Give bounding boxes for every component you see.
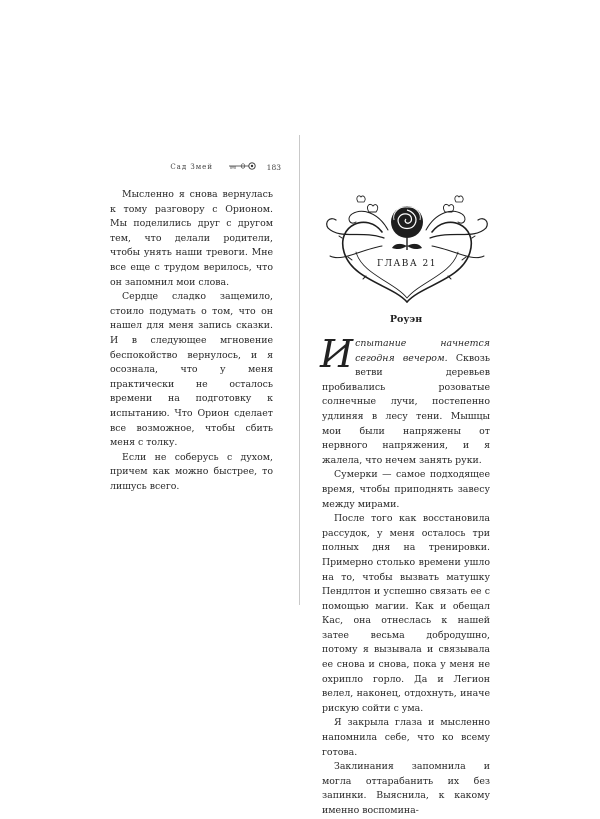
- left-page: [110, 160, 281, 494]
- paragraph: Я закрыла глаза и мысленно напомнила себе, что ко всему готова.: [322, 717, 490, 758]
- drop-cap: И: [320, 332, 354, 376]
- rose-ornament-icon: [322, 190, 492, 310]
- right-page: [322, 190, 490, 819]
- page-number: 183: [266, 163, 281, 172]
- page-gutter: [299, 135, 300, 605]
- chapter-title: Роуэн: [389, 314, 423, 325]
- paragraph: Сердце сладко защемило, стоило подумать о том, что он нашел для меня запись сказки. И в следующее мгновение беспокойство вернулось, и я осознала, что у меня практически не осталось времени на подготовку к испытанию. Что Орион сделает все возможное, чтобы сбить меня с толку.: [110, 291, 273, 449]
- key-icon: [227, 160, 257, 172]
- left-page-text: [110, 188, 273, 494]
- paragraph: После того как восстановила рассудок, у меня осталось три полных дня на тренировки. Примерно столько времени ушло на то, чтобы вызвать матушку Пендлтон и успешно связать ее с помощью магии. Как и обещал Кас, она отнеслась к нашей затее весьма добродушно, потому я вызывала и связывала ее снова и снова, пока у меня не охрипло горло. Да и Легион велел, наконец, отдохнуть, иначе рискую сойти с ума.: [322, 513, 490, 714]
- paragraph: Сумерки — самое подходящее время, чтобы приподнять завесу между мирами.: [322, 469, 490, 510]
- paragraph: Заклинания запомнила и могла оттарабанить их без запинки. Выяснила, к какому именно воспомина-: [322, 761, 490, 816]
- running-head: [110, 160, 281, 174]
- paragraph: Мысленно я снова вернулась к тому разговору с Орионом. Мы поделились друг с другом тем, что делали родители, чтобы унять наши тревоги. Мне все еще с трудом верилось, что он запомнил мои слова.: [110, 189, 273, 288]
- first-paragraph-rest: Сквозь ветви деревьев пробивались розоватые солнечные лучи, постепенно удлиняя в лесу тени. Мышцы мои были напряжены от нервного напряжения, и я жалела, что нечем занять руки.: [322, 352, 490, 466]
- running-head-title: Сад Змей: [170, 163, 213, 171]
- right-page-text: [320, 332, 490, 819]
- paragraph: Если не соберусь с духом, причем как можно быстрее, то лишусь всего.: [110, 451, 273, 492]
- lead-in-italic: спытание начнется сегодня вечером.: [355, 338, 490, 364]
- chapter-label: ГЛАВА 21: [376, 259, 438, 269]
- first-paragraph: [320, 332, 490, 468]
